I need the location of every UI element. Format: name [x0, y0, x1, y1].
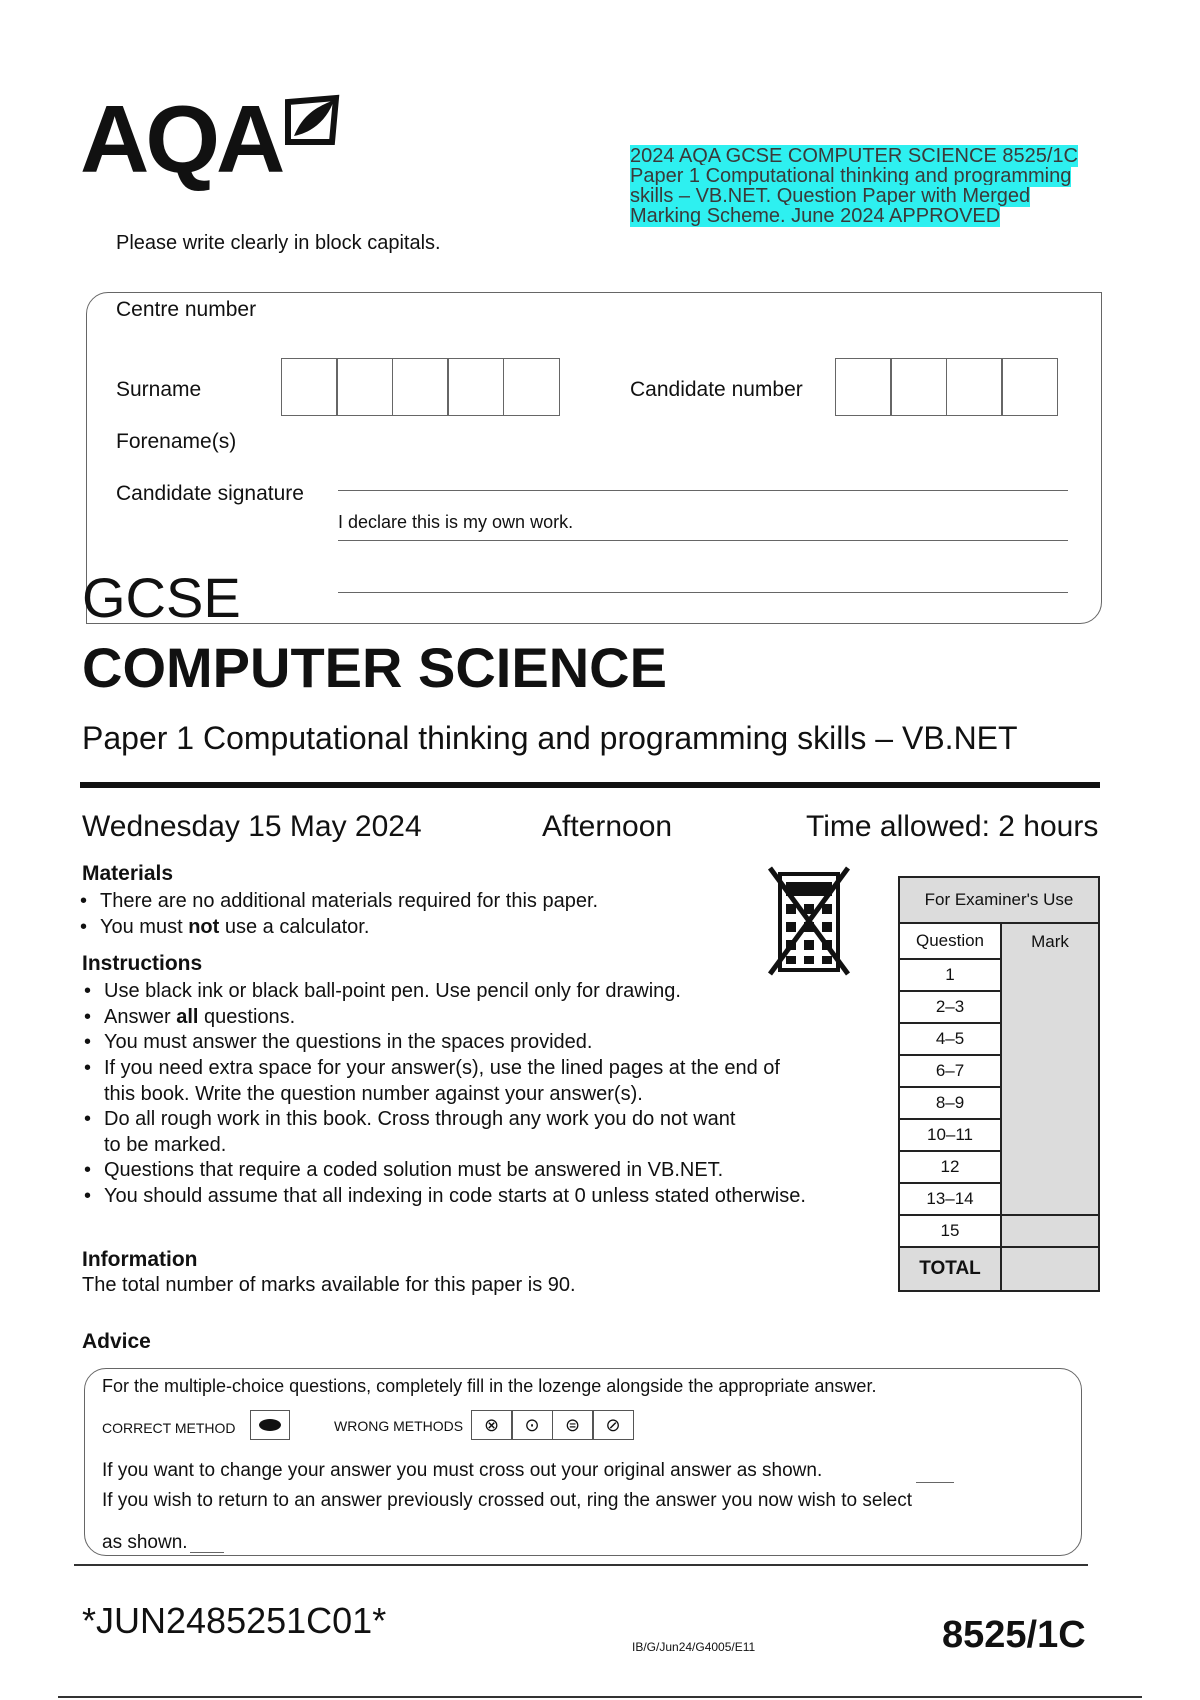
- scribbled-lozenge-icon: ⊜: [552, 1410, 594, 1440]
- examiners-use-table: [898, 876, 1100, 1292]
- question-cell: 13–14: [899, 1183, 1001, 1215]
- digit-box[interactable]: [835, 358, 892, 416]
- dotted-lozenge-icon: ⊙: [511, 1410, 553, 1440]
- question-cell: 8–9: [899, 1087, 1001, 1119]
- barcode-text: *JUN2485251C01*: [82, 1600, 387, 1641]
- forenames-label: Forename(s): [116, 430, 237, 453]
- instruction-item-cont: this book. Write the question number against your answer(s).: [104, 1083, 643, 1105]
- crossed-lozenge-icon: ⊗: [471, 1410, 513, 1440]
- wrong-lozenges: [472, 1410, 634, 1440]
- time-allowed: Time allowed: 2 hours: [806, 810, 1099, 843]
- qualification-title: GCSE: [82, 566, 241, 629]
- signature-label: Candidate signature: [116, 482, 304, 505]
- instruction-item-cont: to be marked.: [104, 1134, 227, 1156]
- block-capitals-instruction: Please write clearly in block capitals.: [116, 232, 441, 254]
- signature-line[interactable]: [338, 540, 1068, 541]
- exam-session: Afternoon: [542, 810, 673, 843]
- advice-heading: Advice: [82, 1330, 151, 1353]
- wrong-methods-label: WRONG METHODS: [334, 1418, 464, 1434]
- instruction-item: • Answer all questions.: [84, 1006, 296, 1028]
- correct-lozenge: [250, 1410, 290, 1440]
- digit-box[interactable]: [1001, 358, 1058, 416]
- correct-method-label: CORRECT METHOD: [102, 1420, 236, 1436]
- question-cell: 4–5: [899, 1023, 1001, 1055]
- materials-item: • There are no additional materials required for this paper.: [80, 890, 599, 912]
- question-cell: 1: [899, 959, 1001, 991]
- reference-code: IB/G/Jun24/G4005/E11: [632, 1640, 756, 1654]
- total-mark-cell[interactable]: [1001, 1247, 1099, 1291]
- crossed-example-mark: [916, 1482, 954, 1483]
- digit-box[interactable]: [503, 358, 560, 416]
- instructions-heading: Instructions: [82, 952, 203, 975]
- subject-title: COMPUTER SCIENCE: [82, 636, 667, 699]
- bottom-divider: [74, 1564, 1088, 1566]
- divider: [80, 782, 1100, 788]
- materials-item: • You must not use a calculator.: [80, 916, 370, 938]
- candidate-number-boxes[interactable]: [836, 358, 1058, 416]
- digit-box[interactable]: [336, 358, 393, 416]
- digit-box[interactable]: [890, 358, 947, 416]
- signature-line-2[interactable]: [338, 592, 1068, 593]
- aqa-logo: AQA: [80, 86, 282, 193]
- exam-date: Wednesday 15 May 2024: [82, 810, 422, 843]
- instruction-item: • You must answer the questions in the spaces provided.: [84, 1031, 593, 1053]
- column-header: Question: [899, 923, 1001, 959]
- advice-line: If you wish to return to an answer previously crossed out, ring the answer you now wish to select: [102, 1490, 913, 1511]
- digit-box[interactable]: [392, 358, 449, 416]
- page-bottom-rule: [58, 1696, 1142, 1698]
- advice-line: as shown.: [102, 1532, 188, 1553]
- aqa-leaf-icon: [284, 92, 340, 148]
- advice-line: If you want to change your answer you must cross out your original answer as shown.: [102, 1460, 823, 1481]
- candidate-number-label: Candidate number: [630, 378, 803, 401]
- information-text: The total number of marks available for this paper is 90.: [82, 1274, 576, 1296]
- highlight-note: 2024 AQA GCSE COMPUTER SCIENCE 8525/1C Paper 1 Computational thinking and programming skills – VB.NET. Question Paper with Merged Marking Scheme. June 2024 APPROVED: [630, 145, 1078, 227]
- centre-number-boxes[interactable]: [282, 358, 560, 416]
- digit-box[interactable]: [281, 358, 338, 416]
- ticked-lozenge-icon: ⊘: [592, 1410, 634, 1440]
- mark-cell[interactable]: [1001, 1215, 1099, 1247]
- digit-box[interactable]: [447, 358, 504, 416]
- advice-line: For the multiple-choice questions, completely fill in the lozenge alongside the appropriate answer.: [102, 1376, 877, 1396]
- digit-box[interactable]: [946, 358, 1003, 416]
- question-cell: 2–3: [899, 991, 1001, 1023]
- question-cell: 10–11: [899, 1119, 1001, 1151]
- instruction-item: • Questions that require a coded solution must be answered in VB.NET.: [84, 1159, 724, 1181]
- centre-number-label: Centre number: [116, 298, 257, 321]
- instruction-item: • Do all rough work in this book. Cross through any work you do not want: [84, 1108, 736, 1130]
- paper-title: Paper 1 Computational thinking and programming skills – VB.NET: [82, 720, 1018, 756]
- question-cell: 15: [899, 1215, 1001, 1247]
- question-cell: 12: [899, 1151, 1001, 1183]
- ring-example-mark: [190, 1552, 224, 1553]
- instruction-item: • Use black ink or black ball-point pen. Use pencil only for drawing.: [84, 980, 681, 1002]
- column-header-mark: Mark: [1001, 923, 1099, 1215]
- paper-code: 8525/1C: [942, 1614, 1086, 1656]
- table-title: For Examiner's Use: [899, 877, 1099, 923]
- forenames-line[interactable]: [338, 490, 1068, 491]
- filled-lozenge-icon: [259, 1419, 281, 1431]
- no-calculator-icon: [766, 864, 852, 978]
- materials-heading: Materials: [82, 862, 174, 885]
- declaration-text: I declare this is my own work.: [338, 512, 574, 532]
- instruction-item: • If you need extra space for your answer(s), use the lined pages at the end of: [84, 1057, 780, 1079]
- instruction-item: • You should assume that all indexing in code starts at 0 unless stated otherwise.: [84, 1185, 806, 1207]
- question-cell: 6–7: [899, 1055, 1001, 1087]
- total-label: TOTAL: [899, 1247, 1001, 1291]
- surname-label: Surname: [116, 378, 202, 401]
- information-heading: Information: [82, 1248, 198, 1271]
